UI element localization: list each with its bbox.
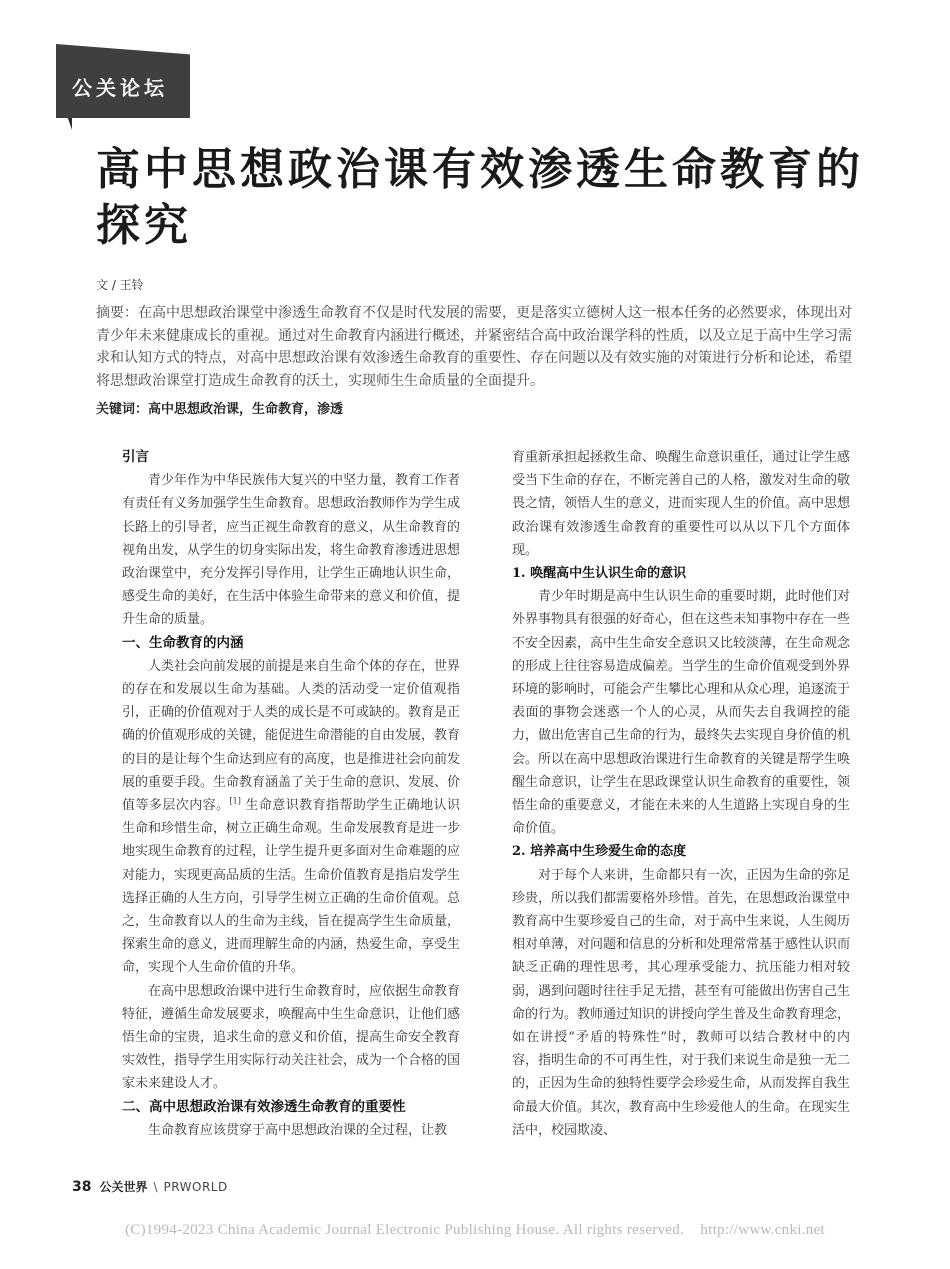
subsection2-paragraph: 对于每个人来讲，生命都只有一次，正因为生命的弥足珍贵，所以我们都需要格外珍惜。首先，在思想政治课堂中教育高中生要珍爱自己的生命，对于高中生来说，人生阅历相对单薄，对问题和信息的分析和处理常常基于感性认识而缺乏正确的理性思考，其心理承受能力、抗压能力相对较弱，遇到问题时往往手足无措，甚至有可能做出伤害自己生命的行为。教师通过知识的讲授向学生普及生命教育理念，如在讲授“矛盾的特殊性”时，教师可以结合教材中的内容，指明生命的不可再生性，对于我们来说生命是独一无二的，正因为生命的独特性要学会珍爱生命，从而发挥自我生命最大价值。其次，教育高中生珍爱他人的生命。在现实生活中，校园欺凌、 [512,867,851,1138]
section1-paragraph1-part-a: 人类社会向前发展的前提是来自生命个体的存在，世界的存在和发展以生命为基础。人类的活动受一定价值观指引，正确的价值观对于人类的成长是不可或缺的。教育是正确的价值观形成的关键，能促进生命潜能的自由发展，教育的目的是让每个生命达到应有的高度，也是推进社会向前发展的重要手段。生命教育涵盖了关于生命的意识、发展、价值等多层次内容。 [122,658,461,814]
subsection1-paragraph: 青少年时期是高中生认识生命的重要时期，此时他们对外界事物具有很强的好奇心，但在这些未知事物中存在一些不安全因素，高中生生命安全意识又比较淡薄，在生命观念的形成上往往容易造成偏差。当学生的生命价值观受到外界环境的影响时，可能会产生攀比心理和从众心理，追逐流于表面的事物会迷惑一个人的心灵，从而失去自我调控的能力，做出危害自己生命的行为，最终失去实现自身价值的机会。所以在高中思想政治课进行生命教育的关键是帮学生唤醒生命意识，让学生在思政课堂认识生命教育的重要性，领悟生命的重要意义，才能在未来的人生道路上实现自身的生命价值。 [512,589,851,837]
section-tag [56,44,190,118]
section1-paragraph1 [122,655,460,980]
subsection2-heading: 2. 培养高中生珍爱生命的态度 [512,844,687,860]
section2-heading: 二、高中思想政治课有效渗透生命教育的重要性 [122,1098,406,1115]
subsection1-heading: 1. 唤醒高中生认识生命的意识 [512,566,687,582]
section1-paragraph2: 在高中思想政治课中进行生命教育时，应依据生命教育特征，遵循生命发展要求，唤醒高中生生命意识，让他们感悟生命的宝贵，追求生命的意义和价值，提高生命安全教育实效性，指导学生用实际行动关注社会，成为一个合格的国家未来建设人才。 [122,983,461,1092]
left-column [122,446,460,1142]
magazine-name: 公关世界 [99,1180,148,1194]
copyright-watermark: (C)1994-2023 China Academic Journal Electronic Publishing House. All rights reserved. http://www.cnki.net [124,1222,826,1238]
magazine-english-name: PRWORLD [163,1180,228,1194]
citation-ref-1[interactable]: [1] [229,796,241,806]
article-keywords: 关键词：高中思想政治课，生命教育，渗透 [96,402,344,417]
footer-separator: \ [153,1180,158,1194]
section2-paragraph-start: 生命教育应该贯穿于高中思想政治课的全过程，让教 [148,1122,448,1138]
right-column [512,446,850,1142]
article-abstract: 摘要：在高中思想政治课堂中渗透生命教育不仅是时代发展的需要，更是落实立德树人这一根本任务的必然要求，体现出对青少年未来健康成长的重视。通过对生命教育内涵进行概述，并紧密结合高中政治课学科的性质，以及立足于高中生学习需求和认知方式的特点，对高中思想政治课有效渗透生命教育的重要性、存在问题以及有效实施的对策进行分析和论述，希望将思想政治课堂打造成生命教育的沃土，实现师生生命质量的全面提升。 [96,305,852,389]
intro-paragraph: 青少年作为中华民族伟大复兴的中坚力量，教育工作者有责任有义务加强学生生命教育。思想政治教师作为学生成长路上的引导者，应当正视生命教育的意义，从生命教育的视角出发，从学生的切身实际出发，将生命教育渗透进思想政治课堂中，充分发挥引导作用，让学生正确地认识生命，感受生命的美好，在生活中体验生命带来的意义和价值，提升生命的质量。 [122,473,461,628]
article-title: 高中思想政治课有效渗透生命教育的探究 [96,144,864,251]
section-tag-label: 公关论坛 [72,76,168,100]
section1-paragraph1-part-b: 生命意识教育指帮助学生正确地认识生命和珍惜生命，树立正确生命观。生命发展教育是进一步地实现生命教育的过程，让学生提升更多面对生命难题的应对能力，实现更高品质的生活。生命价值教育是指启发学生选择正确的人生方向，引导学生树立正确的生命价值观。总之，生命教育以人的生命为主线，旨在提高学生生命质量，探索生命的意义，进而理解生命的内涵，热爱生命，享受生命，实现个人生命价值的升华。 [122,798,461,976]
page-number: 38 [72,1179,92,1195]
article-author: 文 / 王铃 [96,278,144,292]
section1-heading: 一、生命教育的内涵 [122,634,244,651]
page-footer [72,1178,228,1195]
section2-paragraph-continued: 育重新承担起拯救生命、唤醒生命意识重任，通过让学生感受当下生命的存在，不断完善自己的人格，激发对生命的敬畏之情，领悟人生的意义，进而实现人生的价值。高中思想政治课有效渗透生命教育的重要性可以从以下几个方面体现。 [512,450,851,558]
intro-heading: 引言 [122,449,149,465]
